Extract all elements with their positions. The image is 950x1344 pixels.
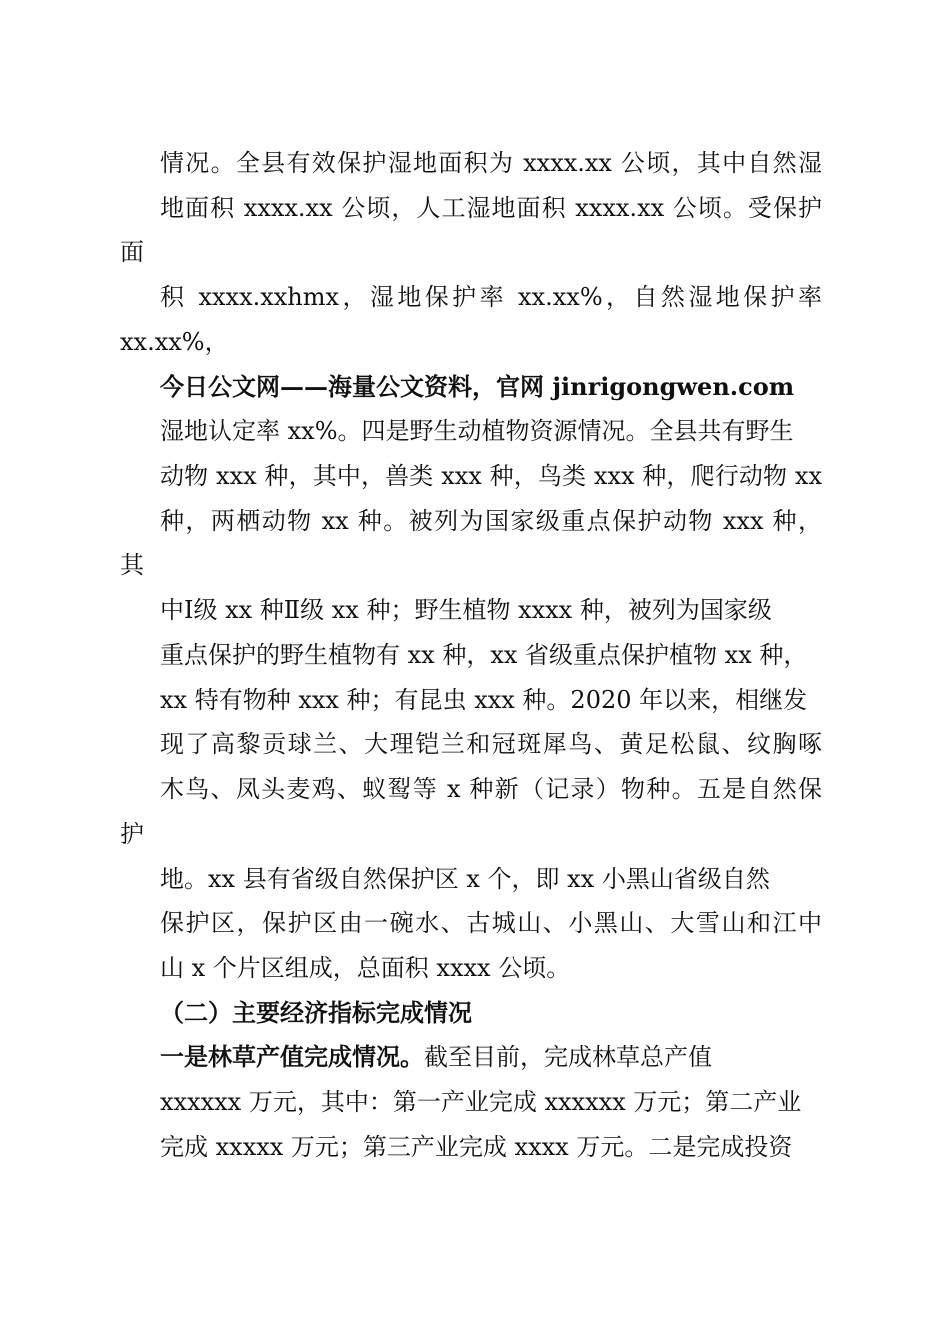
line-text: 现了高黎贡球兰、大理铠兰和冠斑犀鸟、黄足松鼠、纹胸啄 [160, 730, 822, 759]
paragraph-line [0, 141, 950, 186]
line-text: 情况。全县有效保护湿地面积为 xxxx.xx 公顷，其中自然湿 [160, 149, 822, 177]
paragraph-line [0, 812, 950, 857]
line-text: 重点保护的野生植物有 xx 种，xx 省级重点保护植物 xx 种， [160, 640, 808, 669]
paragraph-line [0, 543, 950, 588]
document-body [0, 141, 950, 1170]
line-text: 种，两栖动物 xx 种。被列为国家级重点保护动物 xxx 种， [160, 506, 822, 535]
paragraph-line [0, 946, 950, 991]
paragraph-line [0, 275, 950, 320]
line-text [160, 1035, 712, 1080]
paragraph-line [0, 901, 950, 946]
section-heading-text: （二）主要经济指标完成情况 [160, 997, 472, 1027]
line-text: xx.xx%， [120, 327, 229, 356]
watermark-text: 今日公文网——海量公文资料，官网 jinrigongwen.com [160, 371, 795, 401]
paragraph-line [0, 678, 950, 723]
paragraph-line [0, 1035, 950, 1080]
paragraph-line [0, 722, 950, 767]
paragraph-line [0, 230, 950, 275]
paragraph-line [0, 320, 950, 365]
line-text: 山 x 个片区组成，总面积 xxxx 公顷。 [160, 953, 571, 982]
line-text: 护 [120, 819, 144, 848]
line-text: 动物 xxx 种，其中，兽类 xxx 种，鸟类 xxx 种，爬行动物 xx [160, 462, 822, 491]
paragraph-line [0, 499, 950, 544]
lead-bold-text: 一是林草产值完成情况。 [160, 1042, 424, 1072]
line-text: xxxxxx 万元，其中：第一产业完成 xxxxxx 万元；第二产业 [160, 1088, 802, 1117]
line-text: 地面积 xxxx.xx 公顷，人工湿地面积 xxxx.xx 公顷。受保护 [160, 193, 822, 222]
line-text: 其 [120, 551, 144, 580]
paragraph-line [0, 186, 950, 231]
paragraph-line [0, 767, 950, 812]
watermark-line [0, 365, 950, 410]
paragraph-line [0, 1080, 950, 1125]
paragraph-line [0, 588, 950, 633]
line-text: 中Ⅰ级 xx 种Ⅱ级 xx 种；野生植物 xxxx 种，被列为国家级 [160, 596, 772, 625]
section-heading [0, 991, 950, 1036]
line-text: 湿地认定率 xx%。四是野生动植物资源情况。全县共有野生 [160, 417, 794, 446]
lead-rest-text: 截至目前，完成林草总产值 [424, 1043, 712, 1072]
line-text: 积 xxxx.xxhmx，湿地保护率 xx.xx%，自然湿地保护率 [160, 283, 822, 312]
line-text: xx 特有物种 xxx 种；有昆虫 xxx 种。2020 年以来，相继发 [160, 685, 808, 714]
line-text: 地。xx 县有省级自然保护区 x 个，即 xx 小黑山省级自然 [160, 864, 770, 893]
paragraph-line [0, 409, 950, 454]
paragraph-line [0, 454, 950, 499]
paragraph-line [0, 1125, 950, 1170]
line-text: 面 [120, 238, 144, 267]
paragraph-line [0, 633, 950, 678]
line-text: 木鸟、凤头麦鸡、蚁䴕等 x 种新（记录）物种。五是自然保 [160, 775, 822, 804]
line-text: 保护区，保护区由一碗水、古城山、小黑山、大雪山和江中 [160, 909, 822, 938]
line-text: 完成 xxxxx 万元；第三产业完成 xxxx 万元。二是完成投资 [160, 1132, 793, 1161]
paragraph-line [0, 857, 950, 902]
